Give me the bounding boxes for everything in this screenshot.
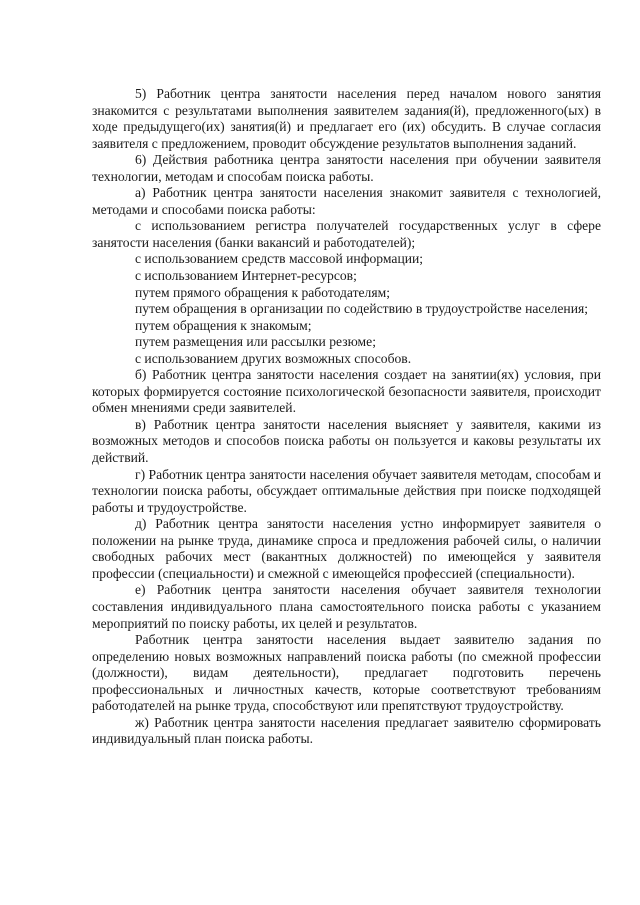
paragraph-subitem-v: в) Работник центра занятости населения выясняет у заявителя, какими из возможных методов и способов поиска работы он пользуется и каковы результаты их действий.	[92, 416, 601, 466]
paragraph-assignment: Работник центра занятости населения выдает заявителю задания по определению новых возможных направлений поиска работы (по смежной профессии (должности), видам деятельности), предлагает подготовить перечень профессиональных и личностных качеств, которые соответствуют требованиям работодателей на рынке труда, способствуют или препятствуют трудоустройству.	[92, 632, 601, 714]
method-list-item: путем обращения к знакомым;	[135, 317, 312, 333]
paragraph-item-6: 6) Действия работника центра занятости населения при обучении заявителя технологии, методам и способам поиска работы.	[92, 152, 601, 184]
method-list-item: путем обращения в организации по содействию в трудоустройстве населения;	[135, 301, 589, 317]
paragraph-subitem-zh: ж) Работник центра занятости населения предлагает заявителю сформировать индивидуальный план поиска работы.	[92, 714, 601, 747]
paragraph-subitem-g: г) Работник центра занятости населения обучает заявителя методам, способам и технологии поиска работы, обсуждает оптимальные действия при поиске подходящей работы и трудоустройстве.	[92, 466, 601, 515]
method-list-item: с использованием других возможных способов.	[135, 350, 412, 366]
method-list-item: с использованием регистра получателей государственных услуг в сфере занятости населения (банки вакансий и работодателей);	[92, 218, 601, 250]
paragraph-subitem-d: д) Работник центра занятости населения устно информирует заявителя о положении на рынке труда, динамике спроса и предложения рабочей силы, о наличии свободных рабочих мест (вакантных должностей) по имеющейся у заявителя профессии (специальности) и смежной с имеющейся профессией (специальности).	[92, 516, 601, 581]
method-list-item: путем размещения или рассылки резюме;	[135, 334, 376, 350]
document-body	[92, 86, 601, 748]
method-list-item: с использованием средств массовой информации;	[135, 251, 424, 267]
method-list-item: путем прямого обращения к работодателям;	[135, 284, 390, 300]
paragraph-item-5: 5) Работник центра занятости населения перед началом нового занятия знакомится с результатами выполнения заявителем задания(й), предложенного(ых) в ходе предыдущего(их) занятия(й) и предлагает его (их) обсудить. В случае согласия заявителя с предложением, проводит обсуждение результатов выполнения заданий.	[92, 86, 601, 151]
paragraph-subitem-e: е) Работник центра занятости населения обучает заявителя технологии составления индивидуального плана самостоятельного поиска работы с указанием мероприятий по поиску работы, их целей и результатов.	[92, 582, 601, 631]
paragraph-subitem-a: а) Работник центра занятости населения знакомит заявителя с технологией, методами и способами поиска работы:	[92, 185, 601, 217]
method-list-item: с использованием Интернет-ресурсов;	[135, 268, 357, 284]
paragraph-subitem-b: б) Работник центра занятости населения создает на занятии(ях) условия, при которых формируется состояние психологической безопасности заявителя, происходит обмен мнениями среди заявителей.	[92, 367, 601, 416]
